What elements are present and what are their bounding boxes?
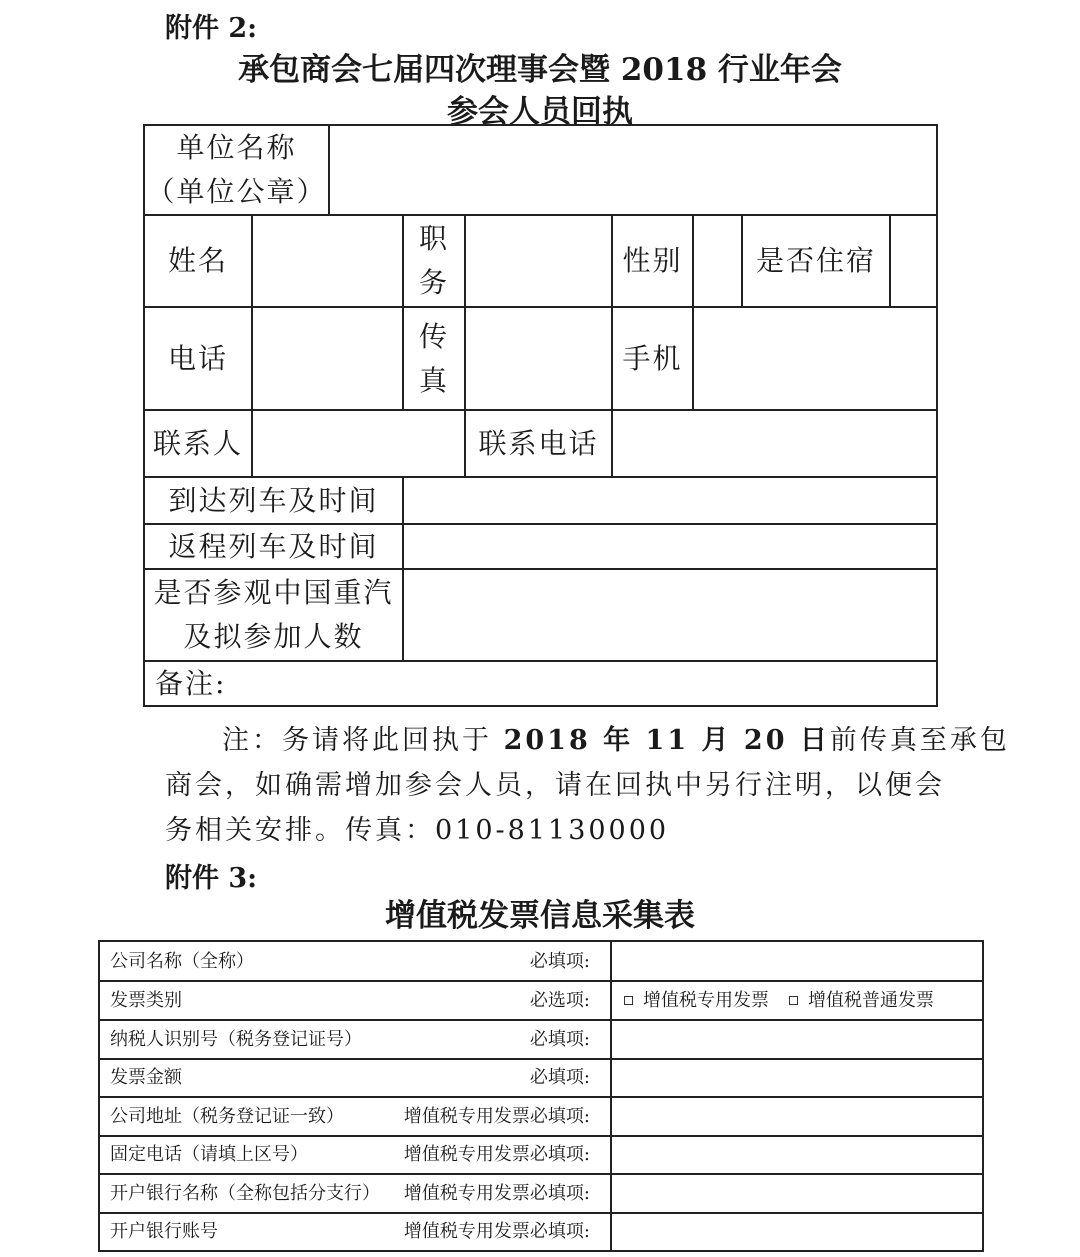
required-marker: 必选项: [529, 990, 590, 1011]
table-row [100, 942, 982, 981]
note-line3: 务相关安排。传真：010-81130000 [165, 815, 670, 846]
return-field[interactable] [404, 525, 936, 568]
unit-name-label [145, 126, 328, 214]
bank-account-label: 开户银行账号 [110, 1221, 218, 1242]
unit-seal-text: （单位公章） [146, 175, 327, 208]
form-title-line2: 参会人员回执 [447, 94, 633, 130]
mobile-field[interactable] [694, 308, 936, 409]
taxpayer-id-label: 纳税人识别号（税务登记证号） [110, 1029, 362, 1050]
gender-field[interactable] [694, 216, 741, 306]
arrival-label: 到达列车及时间 [168, 483, 379, 517]
visit-line1: 是否参观中国重汽 [153, 576, 394, 609]
form-title-line1: 承包商会七届四次理事会暨 2018 行业年会 [238, 52, 842, 88]
position-label [404, 216, 464, 306]
gender-label: 性别 [622, 244, 683, 277]
lodging-label: 是否住宿 [755, 244, 876, 277]
note-prefix: 注：务请将此回执于 [222, 725, 504, 756]
position-char-2: 务 [418, 266, 449, 299]
visit-line2: 及拟参加人数 [183, 620, 364, 653]
lodging-field[interactable] [891, 216, 936, 306]
taxpayer-id-field[interactable] [612, 1020, 972, 1059]
table-row [100, 1174, 982, 1213]
required-marker: 必填项: [529, 951, 590, 972]
general-invoice-checkbox[interactable] [789, 996, 798, 1005]
position-char-1: 职 [418, 222, 449, 255]
required-marker: 增值税专用发票必填项: [403, 1144, 590, 1165]
table-row [100, 1020, 982, 1059]
return-label: 返程列车及时间 [168, 529, 379, 563]
unit-name-text: 单位名称 [176, 131, 297, 164]
invoice-type-label: 发票类别 [110, 990, 182, 1011]
position-field[interactable] [466, 216, 611, 306]
company-name-field[interactable] [612, 942, 972, 981]
company-address-field[interactable] [612, 1097, 972, 1136]
general-invoice-option: 增值税普通发票 [808, 990, 934, 1011]
contact-field[interactable] [253, 411, 464, 476]
special-invoice-option: 增值税专用发票 [643, 990, 769, 1011]
table-row [100, 1097, 982, 1136]
registration-form [143, 124, 938, 707]
note-suffix: 前传真至承包 [829, 725, 1010, 756]
attachment-3-label: 附件 3: [165, 863, 258, 894]
note-line1 [222, 718, 1010, 757]
bank-name-field[interactable] [612, 1174, 972, 1213]
contact-label: 联系人 [152, 426, 243, 460]
fax-label [404, 308, 464, 409]
fax-char-1: 传 [418, 319, 449, 353]
required-marker: 增值税专用发票必填项: [403, 1221, 590, 1242]
remarks-field[interactable] [145, 662, 936, 705]
bank-account-field[interactable] [612, 1212, 972, 1250]
company-name-label: 公司名称（全称） [110, 951, 254, 972]
fax-char-2: 真 [418, 363, 449, 397]
remarks-label: 备注: [155, 666, 227, 700]
attachment-2-label: 附件 2: [165, 13, 258, 44]
mobile-label: 手机 [622, 341, 683, 375]
company-address-label: 公司地址（税务登记证一致） [110, 1106, 344, 1127]
invoice-amount-field[interactable] [612, 1058, 972, 1097]
invoice-type-options [612, 981, 934, 1020]
name-label: 姓名 [167, 244, 228, 277]
special-invoice-checkbox[interactable] [624, 996, 633, 1005]
landline-field[interactable] [612, 1135, 972, 1174]
visit-field[interactable] [404, 570, 936, 660]
required-marker: 增值税专用发票必填项: [403, 1106, 590, 1127]
required-marker: 增值税专用发票必填项: [403, 1183, 590, 1204]
required-marker: 必填项: [529, 1029, 590, 1050]
table-row [100, 1135, 982, 1174]
fax-field[interactable] [466, 308, 611, 409]
invoice-form-title: 增值税发票信息采集表 [385, 898, 695, 934]
table-row [100, 1212, 982, 1251]
bank-name-label: 开户银行名称（全称包括分支行） [110, 1183, 380, 1204]
contact-phone-field[interactable] [613, 411, 936, 476]
phone-label: 电话 [167, 341, 228, 375]
arrival-field[interactable] [404, 478, 936, 523]
table-row [100, 1058, 982, 1097]
note-date: 2018 年 11 月 20 日 [503, 725, 830, 756]
required-marker: 必填项: [529, 1067, 590, 1088]
visit-label [145, 570, 402, 660]
unit-name-field[interactable] [330, 126, 936, 214]
phone-field[interactable] [253, 308, 402, 409]
name-field[interactable] [253, 216, 402, 306]
note-line2: 商会，如确需增加参会人员，请在回执中另行注明，以便会 [165, 770, 945, 801]
contact-phone-label: 联系电话 [478, 426, 599, 460]
table-row [100, 981, 982, 1020]
landline-label: 固定电话（请填上区号） [110, 1144, 308, 1165]
invoice-amount-label: 发票金额 [110, 1067, 182, 1088]
invoice-info-form [98, 940, 984, 1252]
